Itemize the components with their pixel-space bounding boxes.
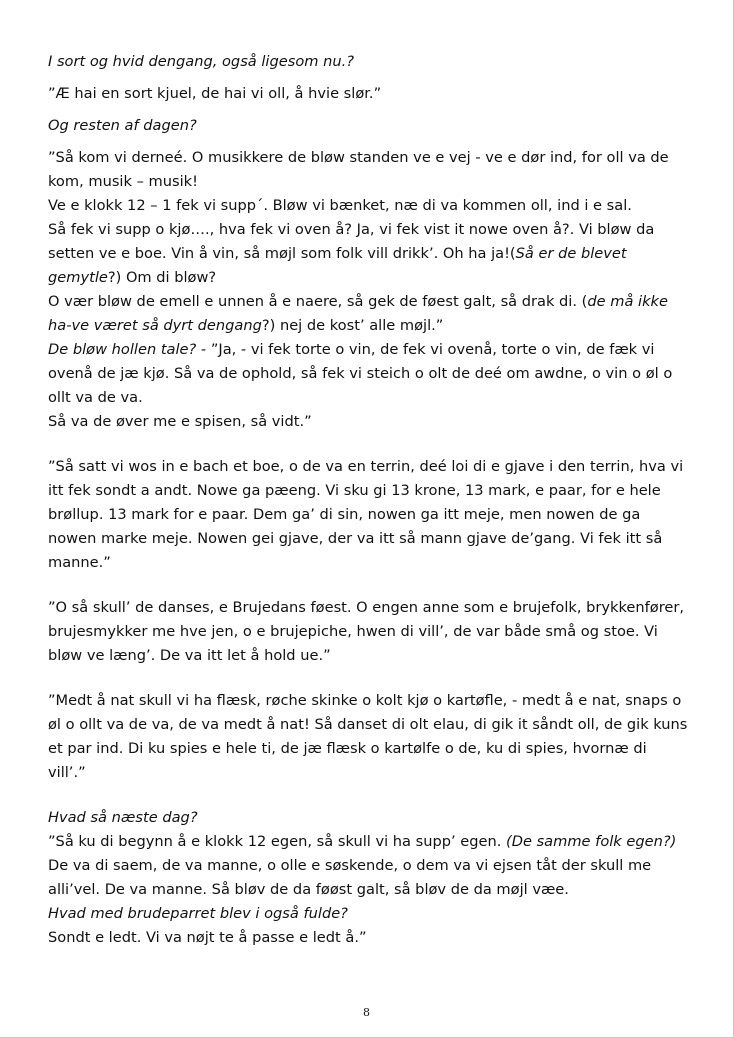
text-span: De va di saem, de va manne, o olle e søskende, o dem va vi ejsen tåt der skull me alli’vel. De va manne. Så bløv de da føøst galt, så bløv de da møjl væe. [48,857,652,898]
paragraph: ”Så satt vi wos in e bach et boe, o de va en terrin, deé loi di e gjave i den terrin, hva vi itt fek sondt a andt. Nowe ga pæeng. Vi sku gi 13 krone, 13 mark, e paar, for e hele brøllup. 13 mark for e paar. Dem ga’ di sin, nowen ga itt meje, men nowen de ga nowen marke meje. Nowen gei gjave, der va itt så mann gjave de’gang. Vi fek itt så manne.” [48,458,684,571]
text-span: ”Så ku di begynn å e klokk 12 egen, så skull vi ha supp’ egen. [48,833,507,850]
paragraph: ”O så skull’ de danses, e Brujedans føest. O engen anne som e brujefolk, brykkenfører, brujesmykker me hve jen, o e brujepiche, hwen di vill’, de var både små og stoe. Vi bløw ve læng’. De va itt let å hold ue.” [48,599,684,664]
interview-question: Og resten af dagen? [48,117,197,134]
answer-line [48,290,688,338]
interview-question: I sort og hvid dengang, også ligesom nu.? [48,53,354,70]
paragraph: ”Medt å nat skull vi ha flæsk, røche skinke o kolt kjø o kartøfle, - medt å e nat, snaps o øl o ollt va de va, de va medt å nat! Så danset di olt elau, di gik it såndt oll, de gik kuns et par ind. Di ku spies e hele ti, de jæ flæsk o kartølfe o de, ku di spies, hvornæ di vill’.” [48,692,688,781]
answer-line [48,338,688,410]
text-span: O vær bløw de emell e unnen å e naere, så gek de føest galt, så drak di. ( [48,293,588,310]
answer-block [48,806,688,950]
interview-question: Hvad så næste dag? [48,809,198,826]
answer-line: ”Så kom vi derneé. O musikkere de bløw standen ve e vej - ve e dør ind, for oll va de kom, musik – musik! [48,149,669,190]
answer-line [48,218,688,290]
interview-answer: ”Æ hai en sort kjuel, de hai vi oll, å hvie slør.” [48,85,382,102]
text-span: ?) nej de kost’ alle møjl.” [261,317,444,334]
answer-line: Sondt e ledt. Vi va nøjt te å passe e ledt å.” [48,929,367,946]
text-span: - ”Ja, - vi fek torte o vin, de fek vi ovenå, torte o vin, de fæk vi ovenå de jæ kjø. Så va de ophold, så fek vi steich o olt de deé om awdne, o vin o øl o ollt va de va. [48,341,673,406]
interview-question: Hvad med brudeparret blev i også fulde? [48,905,348,922]
interviewer-aside: Så er de blevet gemytle [48,245,627,286]
page-content [48,50,688,950]
answer-line: Ve e klokk 12 – 1 fek vi supp´. Bløw vi bænket, næ di va kommen oll, ind i e sal. [48,197,632,214]
interviewer-aside: de må ikke ha-ve været så dyrt dengang [48,293,668,334]
answer-block [48,146,688,434]
answer-line [48,830,688,902]
text-span: Så fek vi supp o kjø…., hva fek vi oven å? Ja, vi fek vist it nowe oven å?. Vi bløw da setten ve e boe. Vin å vin, så møjl som folk vill drikk’. Oh ha ja!( [48,221,655,262]
interview-question: De bløw hollen tale? [48,341,197,358]
interviewer-aside: (De samme folk egen?) [506,833,677,850]
page-number: 8 [363,1006,370,1019]
text-span: ?) Om di bløw? [107,269,217,286]
answer-line: Så va de øver me e spisen, så vidt.” [48,413,312,430]
